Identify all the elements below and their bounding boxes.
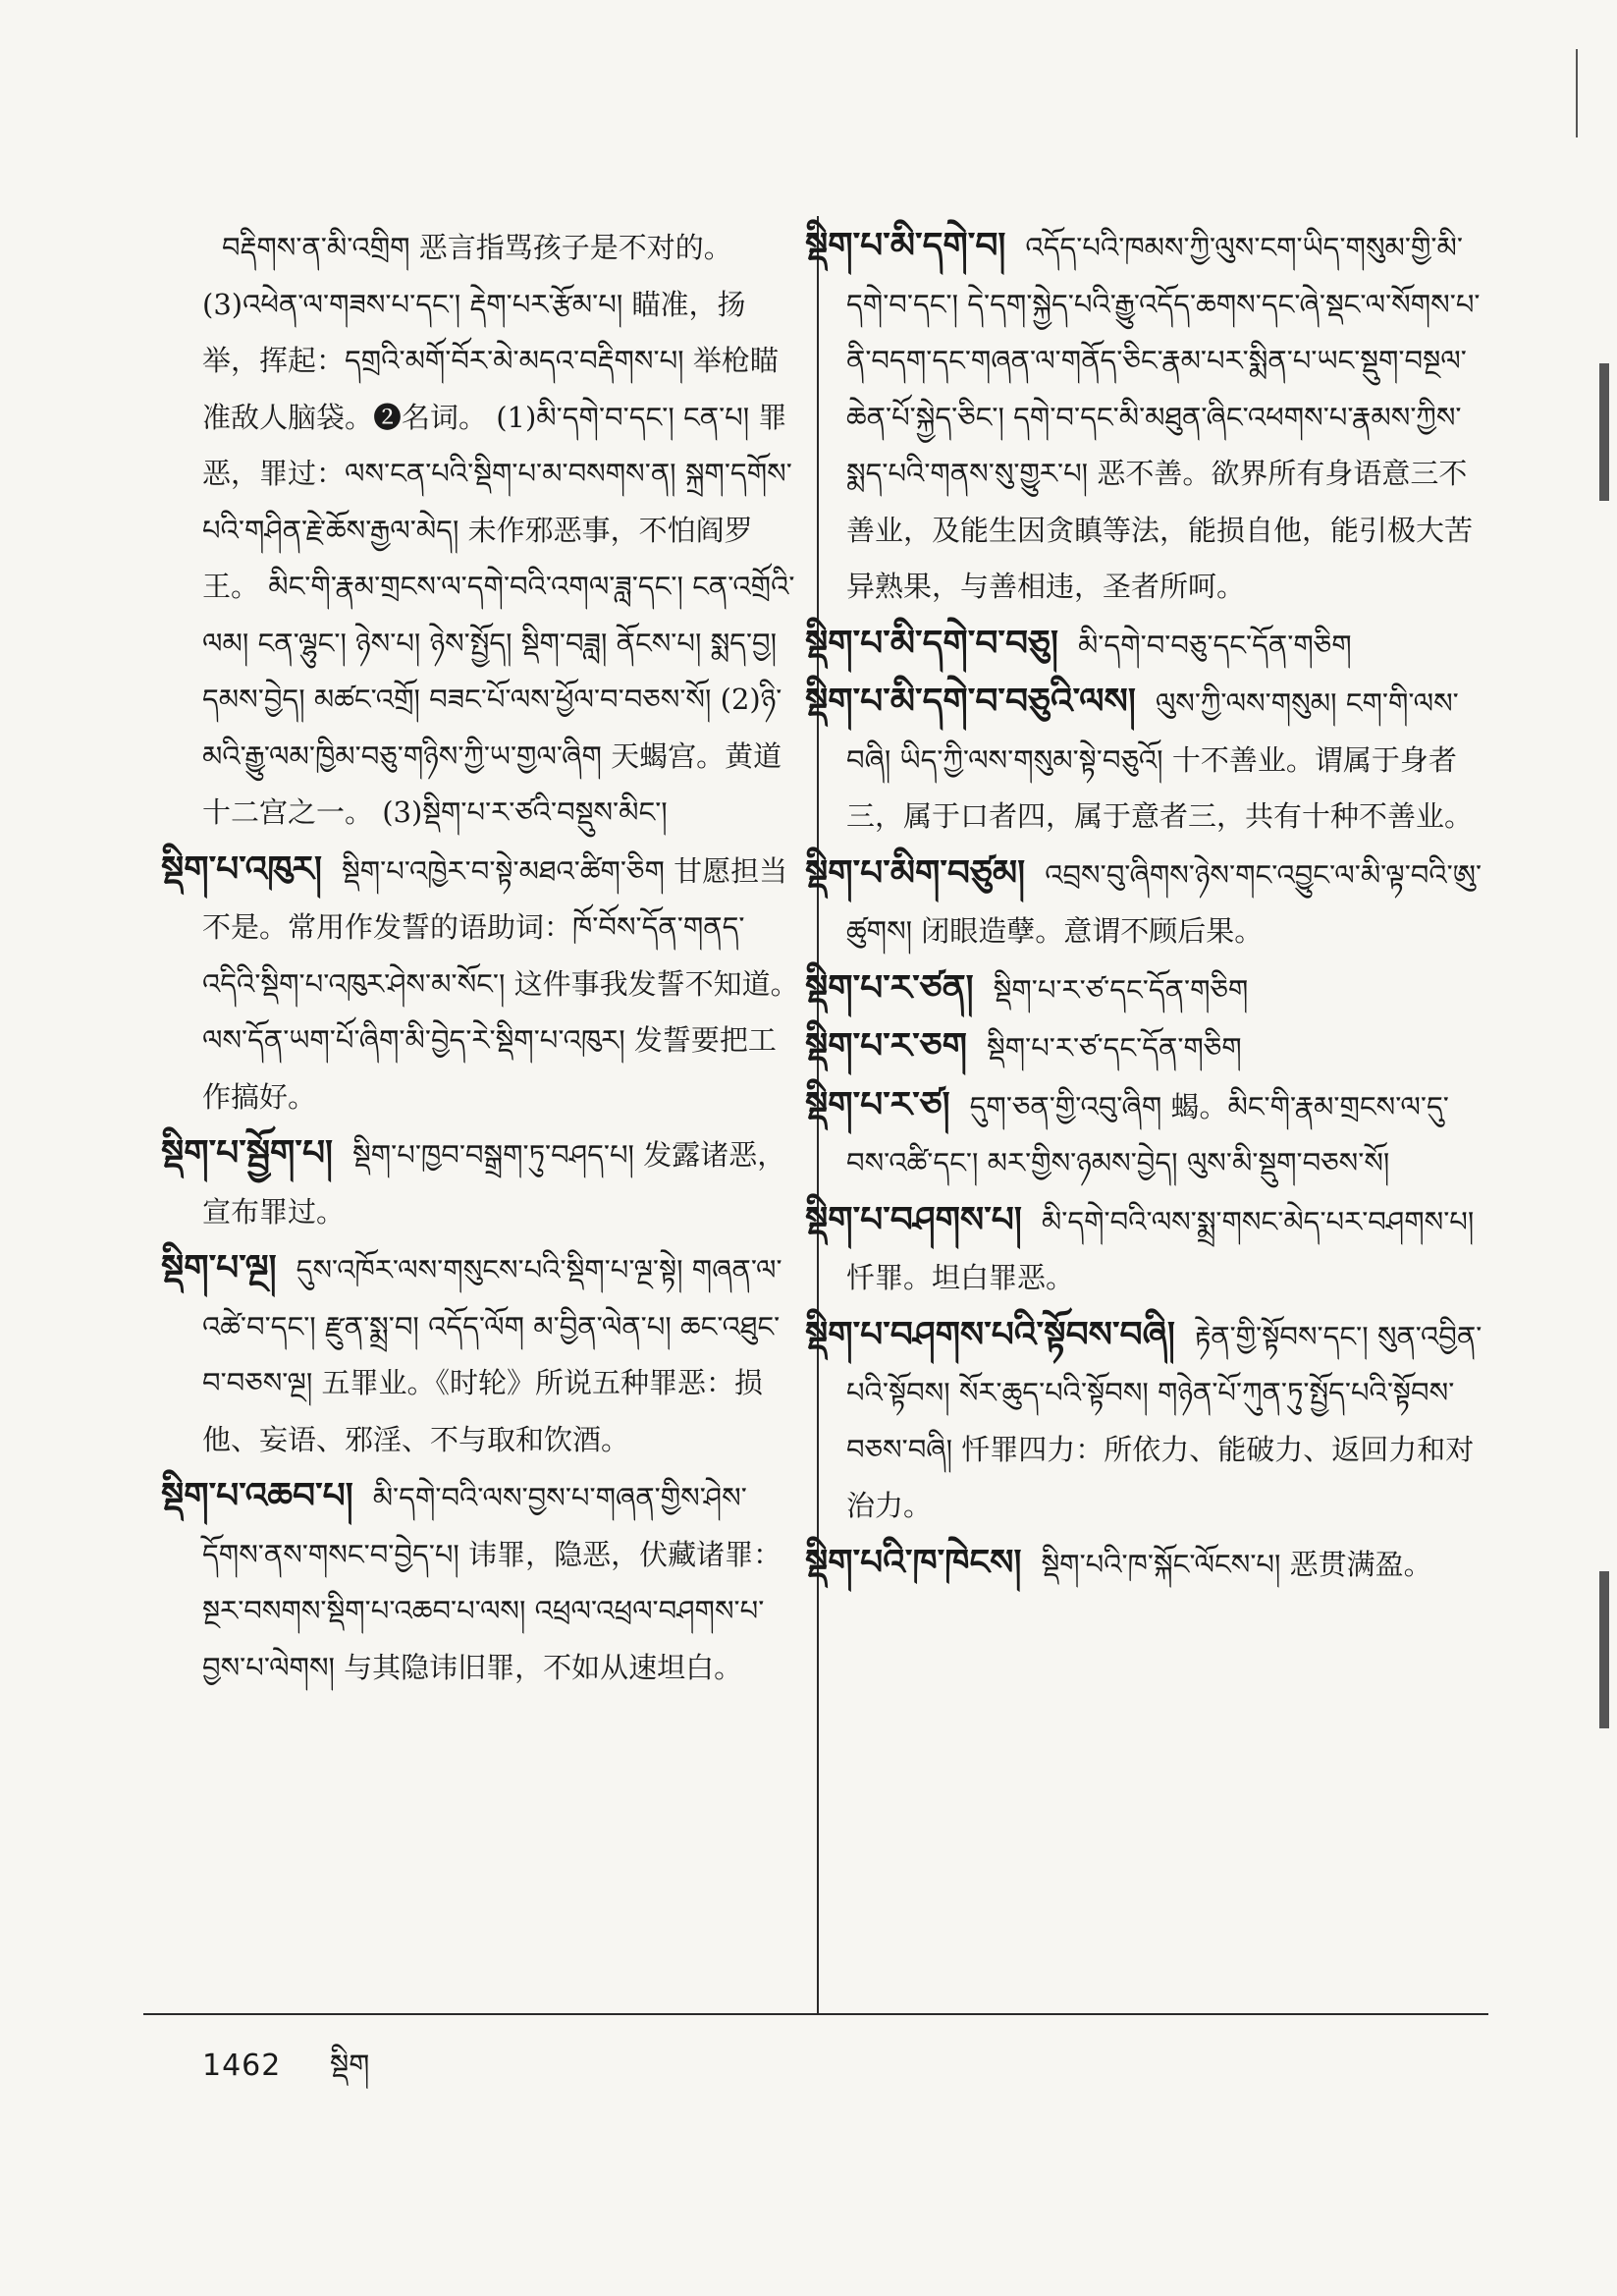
entry	[161, 842, 801, 1126]
left-column	[161, 218, 801, 1696]
headword: སྡིག་པ་ར་ཙན།	[805, 967, 974, 1009]
headword: སྡིག་པ་ར་ཙ།	[805, 1084, 950, 1125]
definition: འདོད་པའི་ཁམས་ཀྱི་ལུས་ངག་ཡིད་གསུམ་གྱི་མི་དགེ་བ་དང་། དེ་དག་སྐྱེད་པའི་རྒྱུ་འདོད་ཆགས་དང་ཞེ་སྡང་ལ་སོགས་པ་ནི་བདག་དང་གཞན་ལ་གནོད་ཅིང་རྣམ་པར་སྨིན་པ་ཡང་སྡུག་བསྔལ་ཆེན་པོ་སྐྱེད་ཅིང་། དགེ་བ་དང་མི་མཐུན་ཞིང་འཕགས་པ་རྣམས་ཀྱིས་སྨད་པའི་གནས་སུ་གྱུར་པ། 恶不善。欲界所有身语意三不善业，及能生因贪瞋等法，能损自他，能引极大苦异熟果，与善相违，圣者所呵。	[846, 231, 1481, 603]
headword: སྡིག་པ་ལྔ།	[161, 1248, 277, 1288]
headword: སྡིག་པ་མི་དགེ་བ་བཅུའི་ལས།	[805, 682, 1136, 722]
entry	[161, 1240, 801, 1468]
definition: མི་དགེ་བའི་ལས་སྨྲ་གསང་མེད་པར་བཤགས་པ། 忏罪。坦白罪恶。	[846, 1204, 1475, 1294]
definition: སྡིག་པ་ར་ཙ་དང་དོན་གཅིག	[993, 972, 1249, 1007]
scan-edge-mark	[1599, 363, 1609, 501]
entry	[805, 846, 1484, 960]
definition: དུས་འཁོར་ལས་གསུངས་པའི་སྡིག་པ་ལྔ་སྟེ། གཞན་ལ་འཚེ་བ་དང་། རྫུན་སྨྲ་བ། འདོད་ལོག མ་བྱིན་ལེན་པ། ཆང་འཐུང་བ་བཅས་ལྔ། 五罪业。《时轮》所说五种罪恶：损他、妄语、邪淫、不与取和饮酒。	[202, 1253, 782, 1456]
headword: སྡིག་པའི་ཁ་ཁེངས།	[805, 1542, 1022, 1583]
page-number: 1462	[202, 2049, 282, 2083]
entry	[805, 1192, 1484, 1307]
running-head: སྡིག	[329, 2049, 370, 2083]
footer	[202, 2033, 369, 2115]
headword: སྡིག་པ་འཁུར།	[161, 848, 322, 890]
entry	[161, 1468, 801, 1696]
definition: དུག་ཅན་གྱི་འབུ་ཞིག 蝎。མིང་གི་རྣམ་གྲངས་ལ་དུ་བས་འཚི་དང་། མར་གྱིས་ཉམས་བྱེད། ལུས་མི་སྡུག་བཅས་སོ།	[846, 1089, 1449, 1179]
definition: བརྡིགས་ན་མི་འགྲིག 恶言指骂孩子是不对的。 (3)འཕེན་ལ་གཟས་པ་དང་། རྡེག་པར་རྩོམ་པ། 瞄准，扬举，挥起：དགྲའི་མགོ་བོར་མེ་མདའ་བརྡིགས་པ། 举枪瞄准敌人脑袋。❷名词。 (1)མི་དགེ་བ་དང་། ངན་པ། 罪恶，罪过：ལས་ངན་པའི་སྡིག་པ་མ་བསགས་ན། སྐྲག་དགོས་པའི་གཤིན་རྗེ་ཆོས་རྒྱལ་མེད། 未作邪恶事，不怕阎罗王。 མིང་གི་རྣམ་གྲངས་ལ་དགེ་བའི་འགལ་ཟླ་དང་། ངན་འགྲོའི་ལམ། ངན་ལྷུང་། ཉེས་པ། ཉེས་སྤྱོད། སྡིག་བཟླ། ནོངས་པ། སྨད་བྱ། དམས་བྱེད། མཚང་འགྲོ། བཟང་པོ་ལས་ཕྱོལ་བ་བཅས་སོ། (2)ཉི་མའི་རྒྱུ་ལམ་ཁྱིམ་བཅུ་གཉིས་ཀྱི་ཡ་གྱལ་ཞིག 天蝎宫。黄道十二宫之一。 (3)སྡིག་པ་ར་ཙའི་བསྡུས་མིང་།	[202, 231, 795, 829]
headword: སྡིག་པ་བཤགས་པའི་སྟོབས་བཞི།	[805, 1314, 1175, 1355]
definition: སྡིག་པ་ར་ཙ་དང་དོན་གཅིག	[987, 1031, 1242, 1065]
entry	[805, 1018, 1484, 1077]
headword: སྡིག་པ་མིག་བཙུམ།	[805, 852, 1026, 894]
entry	[805, 1077, 1484, 1192]
headword: སྡིག་པ་མི་དགེ་བ་བཅུ།	[805, 623, 1058, 664]
entry	[805, 616, 1484, 675]
scan-edge-mark	[1599, 1571, 1609, 1728]
scan-edge-mark	[1576, 49, 1578, 137]
headword: སྡིག་པ་སྦྱོག་པ།	[161, 1133, 334, 1174]
entry	[805, 1307, 1484, 1535]
entry	[805, 1535, 1484, 1594]
entry	[805, 674, 1484, 846]
entry	[202, 218, 801, 842]
entry	[805, 960, 1484, 1019]
entry	[161, 1125, 801, 1240]
definition: སྡིག་པ་ཁྱབ་བསྒྲག་ཏུ་བཤད་པ། 发露诸恶，宣布罪过。	[202, 1138, 786, 1229]
definition: སྡིག་པའི་ཁ་སྐོང་ལོངས་པ། 恶贯满盈。	[1041, 1547, 1432, 1581]
headword: སྡིག་པ་ར་ཅག	[805, 1026, 967, 1066]
definition: རྟེན་གྱི་སྟོབས་དང་། སུན་འབྱིན་པའི་སྟོབས། སོར་ཆུད་པའི་སྟོབས། གཉེན་པོ་ཀུན་ཏུ་སྤྱོད་པའི་སྟོབས་བཅས་བཞི། 忏罪四力：所依力、能破力、返回力和对治力。	[846, 1319, 1482, 1522]
headword: སྡིག་པ་བཤགས་པ།	[805, 1199, 1022, 1240]
definition: ལུས་ཀྱི་ལས་གསུམ། ངག་གི་ལས་བཞི། ཡིད་ཀྱི་ལས་གསུམ་སྟེ་བཅུའོ། 十不善业。谓属于身者三，属于口者四，属于意者三，共有十种不善业。	[846, 686, 1474, 833]
headword: སྡིག་པ་འཆབ་པ།	[161, 1476, 353, 1516]
definition: སྡིག་པ་འཁྱེར་བ་སྟེ་མཐའ་ཚིག་ཅིག 甘愿担当不是。常用作发誓的语助词：ཁོ་བོས་དོན་གནད་འདིའི་སྡིག་པ་འཁུར་ཤེས་མ་སོང་། 这件事我发誓不知道。 ལས་དོན་ཡག་པོ་ཞིག་མི་བྱེད་རེ་སྡིག་པ་འཁུར། 发誓要把工作搞好。	[202, 853, 799, 1114]
headword: སྡིག་པ་མི་དགེ་བ།	[805, 226, 1006, 266]
definition: འབྲས་བུ་ཞིགས་ཉེས་གང་འབྱུང་ལ་མི་ལྟ་བའི་ཨུ་ཚུགས། 闭眼造孽。意谓不顾后果。	[846, 857, 1482, 948]
entry	[805, 218, 1484, 616]
definition: མི་དགེ་བ་བཅུ་དང་དོན་གཅིག	[1077, 628, 1352, 662]
right-column	[805, 218, 1484, 1593]
footer-rule	[143, 2013, 1488, 2015]
definition: མི་དགེ་བའི་ལས་བྱས་པ་གཞན་གྱིས་ཤེས་དོགས་ནས་གསང་བ་བྱེད་པ། 讳罪，隐恶，伏藏诸罪：སྔར་བསགས་སྡིག་པ་འཆབ་པ་ལས། འཕྲལ་འཕྲལ་བཤགས་པ་བྱས་པ་ལེགས། 与其隐讳旧罪，不如从速坦白。	[202, 1481, 782, 1684]
